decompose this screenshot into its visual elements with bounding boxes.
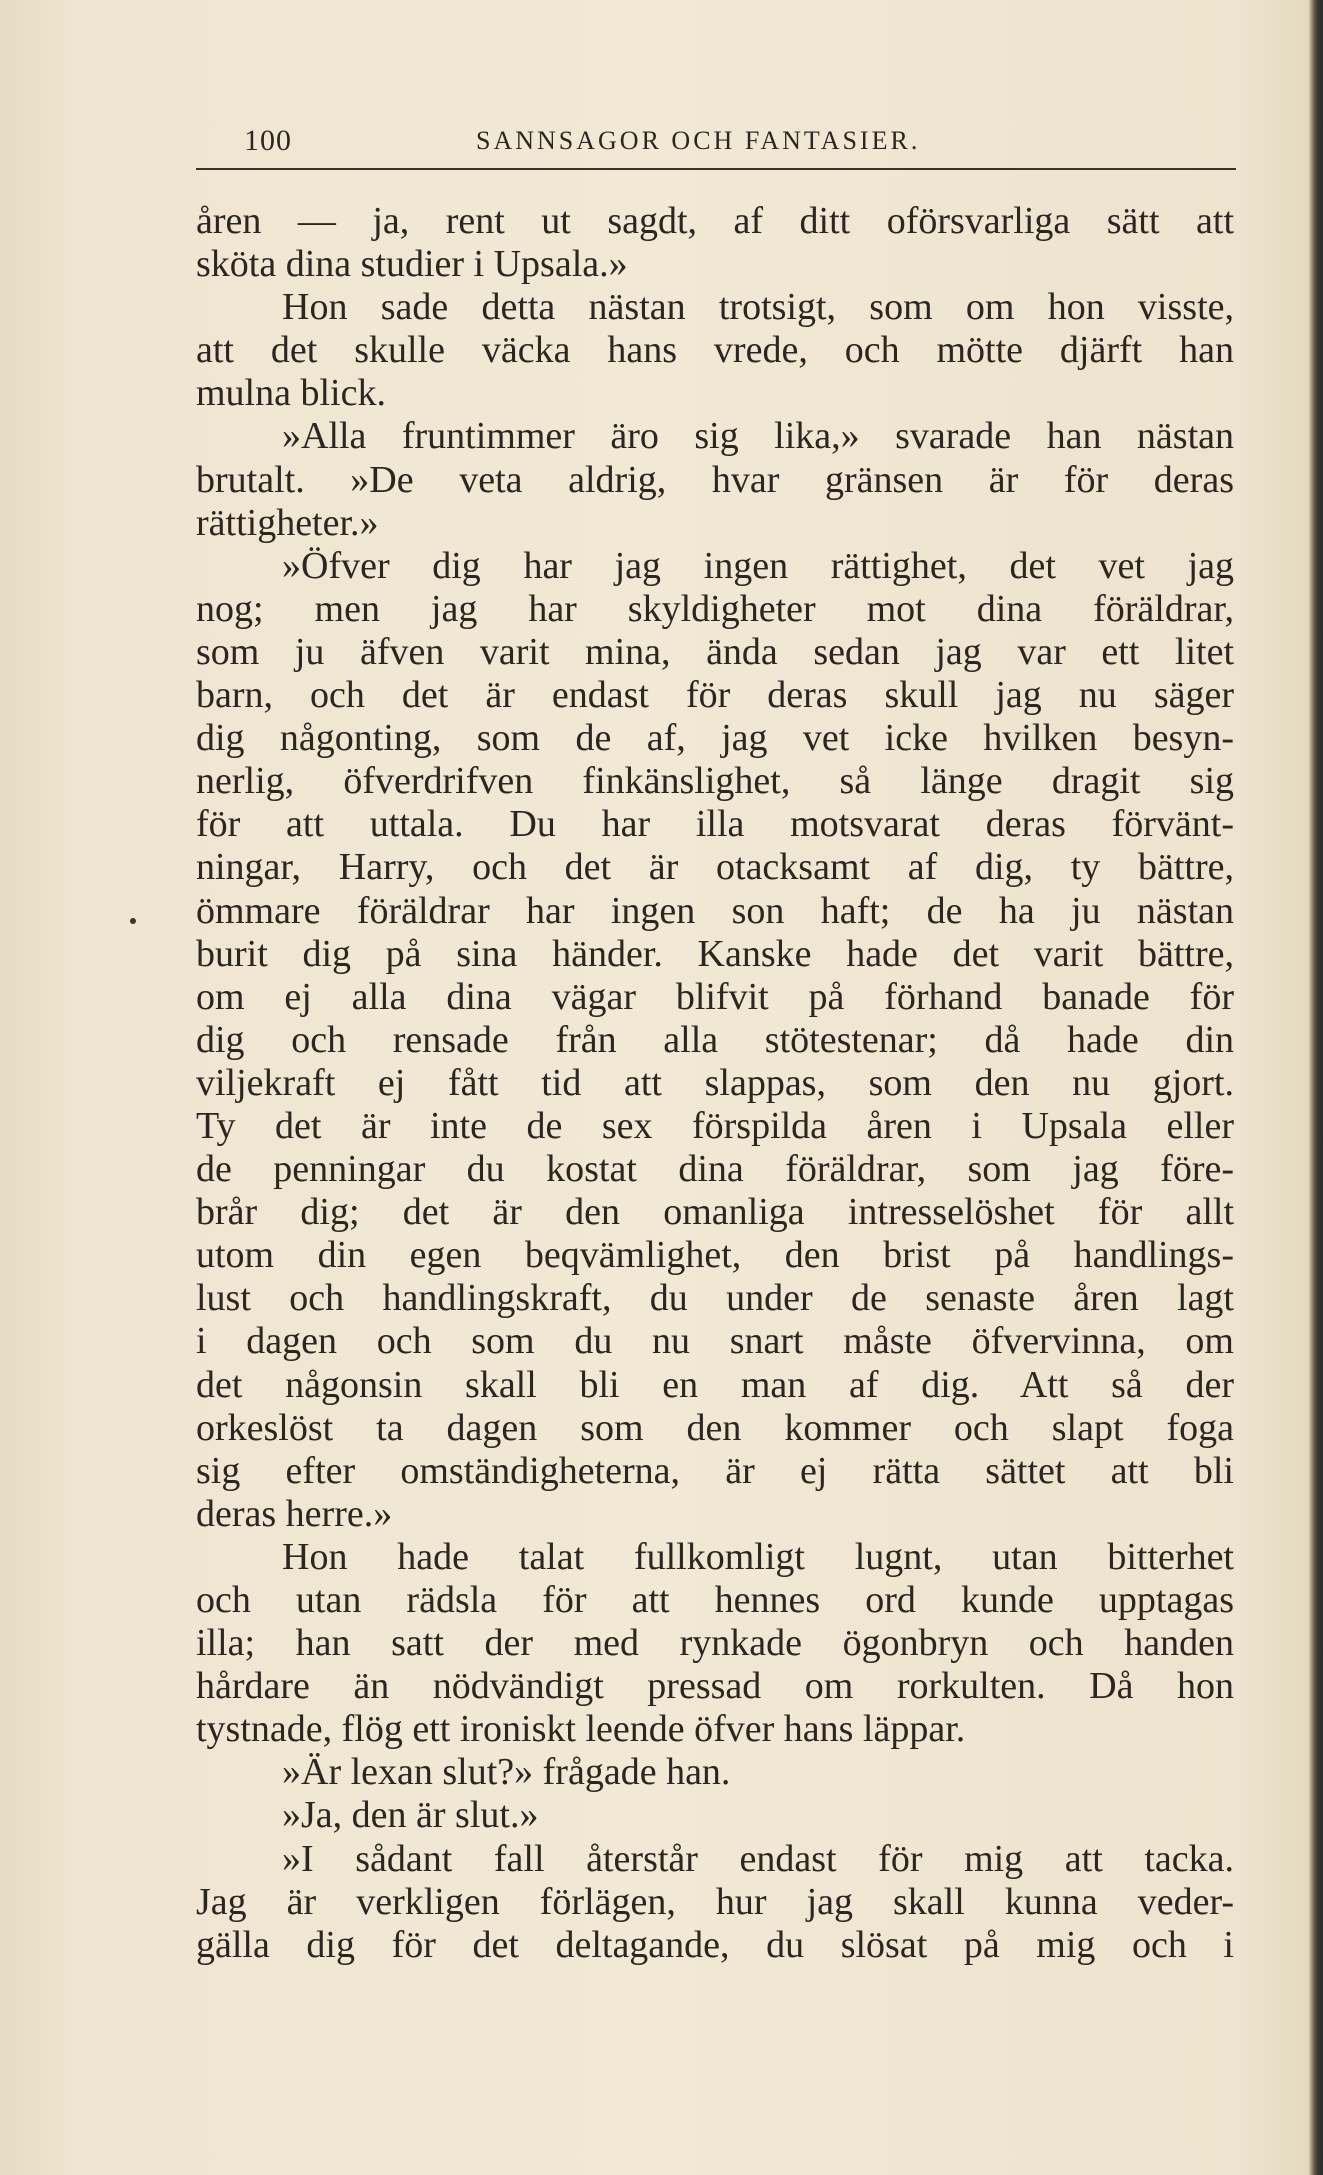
text-line: för att uttala. Du har illa motsvarat deras förvänt- — [196, 803, 1234, 846]
text-line: hårdare än nödvändigt pressad om rorkulten. Då hon — [196, 1665, 1234, 1708]
text-line: nerlig, öfverdrifven finkänslighet, så länge dragit sig — [196, 760, 1234, 803]
text-line: burit dig på sina händer. Kanske hade det varit bättre, — [196, 932, 1234, 975]
text-line: »Alla fruntimmer äro sig lika,» svarade han nästan — [282, 415, 1234, 458]
text-line: dig och rensade från alla stötestenar; då hade din — [196, 1018, 1234, 1061]
body-text — [196, 200, 1234, 1967]
text-line: de penningar du kostat dina föräldrar, som jag före- — [196, 1148, 1234, 1191]
text-line: orkeslöst ta dagen som den kommer och slapt foga — [196, 1406, 1234, 1449]
ink-speck — [130, 918, 136, 924]
text-line: nog; men jag har skyldigheter mot dina föräldrar, — [196, 587, 1234, 630]
text-line: brutalt. »De veta aldrig, hvar gränsen är för deras — [196, 458, 1234, 501]
page-edge-shadow — [1309, 0, 1323, 2175]
text-line: barn, och det är endast för deras skull jag nu säger — [196, 674, 1234, 717]
text-line: »Är lexan slut?» frågade han. — [282, 1751, 731, 1794]
text-line: »I sådant fall återstår endast för mig att tacka. — [282, 1837, 1234, 1880]
text-line: Jag är verkligen förlägen, hur jag skall kunna veder- — [196, 1880, 1234, 1923]
running-title: SANNSAGOR OCH FANTASIER. — [476, 126, 921, 155]
text-line: Hon hade talat fullkomligt lugnt, utan bitterhet — [282, 1535, 1234, 1578]
text-line: brår dig; det är den omanliga intresselöshet för allt — [196, 1191, 1234, 1234]
text-line: ningar, Harry, och det är otacksamt af dig, ty bättre, — [196, 846, 1234, 889]
text-line: Ty det är inte de sex förspilda åren i Upsala eller — [196, 1104, 1234, 1147]
text-line: »Ja, den är slut.» — [282, 1794, 539, 1837]
text-line: att det skulle väcka hans vrede, och mötte djärft han — [196, 329, 1234, 372]
header-rule — [196, 168, 1236, 170]
text-line: rättigheter.» — [196, 501, 379, 544]
text-line: som ju äfven varit mina, ända sedan jag var ett litet — [196, 630, 1234, 673]
text-line: illa; han satt der med rynkade ögonbryn och handen — [196, 1622, 1234, 1665]
text-line: Hon sade detta nästan trotsigt, som om hon visste, — [282, 286, 1234, 329]
text-line: det någonsin skall bli en man af dig. Att så der — [196, 1363, 1234, 1406]
running-head — [196, 118, 1236, 162]
text-line: deras herre.» — [196, 1492, 393, 1535]
text-line: gälla dig för det deltagande, du slösat på mig och i — [196, 1923, 1234, 1966]
text-line: åren — ja, rent ut sagdt, af ditt oförsvarliga sätt att — [196, 200, 1234, 242]
text-line: sig efter omständigheterna, är ej rätta sättet att bli — [196, 1449, 1234, 1492]
text-line: tystnade, flög ett ironiskt leende öfver hans läppar. — [196, 1708, 966, 1751]
text-line: lust och handlingskraft, du under de senaste åren lagt — [196, 1277, 1234, 1320]
text-line: dig någonting, som de af, jag vet icke hvilken besyn- — [196, 717, 1234, 760]
text-line: ömmare föräldrar har ingen son haft; de ha ju nästan — [196, 889, 1234, 932]
text-line: sköta dina studier i Upsala.» — [196, 243, 628, 286]
text-line: och utan rädsla för att hennes ord kunde upptagas — [196, 1579, 1234, 1621]
text-line: »Öfver dig har jag ingen rättighet, det vet jag — [282, 544, 1234, 587]
text-line: utom din egen beqvämlighet, den brist på handlings- — [196, 1234, 1234, 1277]
text-line: mulna blick. — [196, 372, 386, 415]
page-number: 100 — [244, 124, 292, 157]
text-line: viljekraft ej fått tid att slappas, som den nu gjort. — [196, 1061, 1234, 1104]
text-line: i dagen och som du nu snart måste öfvervinna, om — [196, 1320, 1234, 1363]
text-line: om ej alla dina vägar blifvit på förhand banade för — [196, 975, 1234, 1018]
